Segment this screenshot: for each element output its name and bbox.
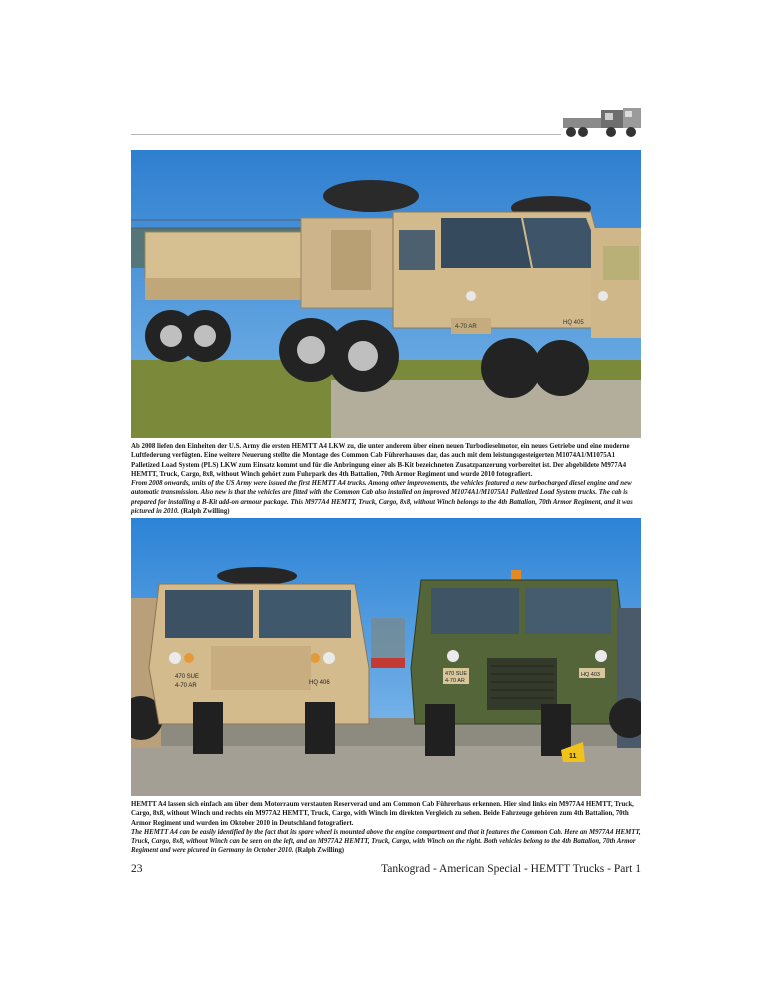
running-title: Tankograd - American Special - HEMTT Trucks - Part 1 — [381, 863, 641, 875]
two-hemtt-trucks-front-view-photo — [131, 518, 641, 796]
caption-bottom-german: HEMTT A4 lassen sich einfach am über dem Motorraum verstauten Reserverad und am Common Cab Führerhaus erkennen. Hier sind links ein M977A4 HEMTT, Truck, Cargo, 8x8, without Winch und rechts ein M977A2 HEMTT, Truck, Cargo, with Winch im direkten Vergleich zu sehen. Beide Fahrzeuge gehören zum 4th Battalion, 70th Armor Regiment und wurden im Oktober 2010 in Deutschland fotografiert. — [131, 801, 634, 827]
photo2-marker: 11 — [569, 753, 577, 760]
header-rule — [131, 134, 561, 135]
photo2-right-plate-a: 470 SUE — [445, 671, 468, 677]
hemtt-truck-side-view-photo — [131, 150, 641, 438]
photo1-tag-right: HQ 405 — [563, 320, 584, 326]
photo2-right-plate-b: 4-70 AR — [445, 678, 465, 684]
caption-bottom — [131, 800, 641, 856]
photo2-left-plate-a: 470 SUE — [175, 674, 200, 680]
page-number: 23 — [131, 863, 143, 875]
photo2-left-bumper: HQ 406 — [309, 680, 330, 686]
caption-top-german: Ab 2008 liefen den Einheiten der U.S. Army die ersten HEMTT A4 LKW zu, die unter anderem über einen neuen Turbodieselmotor, ein neues Getriebe und eine moderne Luftfederung verfügten. Eine weitere Neuerung stellte die Montage des Common Cab Führerhauses dar, das auch mit dem leistungsgesteigerten M1074A1/M1075A1 Palletized Load System (PLS) LKW zum Einsatz kommt und für die Anbringung einer als B-Kit bezeichneten Zusatzpanzerung vorbereitet ist. Der abgebildete M977A4 HEMTT, Truck, Cargo, 8x8, without Winch gehört zum Fuhrpark des 4th Battalion, 70th Armor Regiment und wurde 2010 fotografiert. — [131, 443, 630, 478]
truck-silhouette-icon — [561, 104, 643, 142]
caption-bottom-credit: (Ralph Zwilling) — [295, 847, 345, 855]
photo2-right-bumper: HQ 403 — [581, 672, 600, 678]
caption-bottom-english: The HEMTT A4 can be easily identified by the fact that its spare wheel is mounted above the engine compartment and that it features the Common Cab. Here an M977A4 HEMTT, Truck, Cargo, 8x8, without Winch can be seen on the left, and an M977A2 HEMTT, Truck, Cargo, with Winch on the right. Both vehicles belong to the 4th Battalion, 70th Armor Regiment and were picured in Germany in October 2010. — [131, 828, 641, 855]
caption-top-english: From 2008 onwards, units of the US Army were issued the first HEMTT A4 trucks. Among other improvements, the vehicles featured a new turbocharged diesel engine and new automatic transmission. Also new is that the vehicles are fitted with the Common Cab also installed on improved M1074A1/M1075A1 Palletized Load System trucks. The cab is prepared for installing a B-Kit add-on armour package. This M977A4 HEMTT, Truck, Cargo, 8x8, without Winch belongs to the 4th Battalion, 70th Armor Regiment, and it was pictured in 2010. — [131, 480, 633, 516]
photo1-tag-left: 4-70 AR — [455, 324, 477, 330]
caption-top-credit: (Ralph Zwilling) — [180, 508, 230, 516]
photo2-left-plate-b: 4-70 AR — [175, 683, 197, 689]
caption-top — [131, 442, 641, 516]
